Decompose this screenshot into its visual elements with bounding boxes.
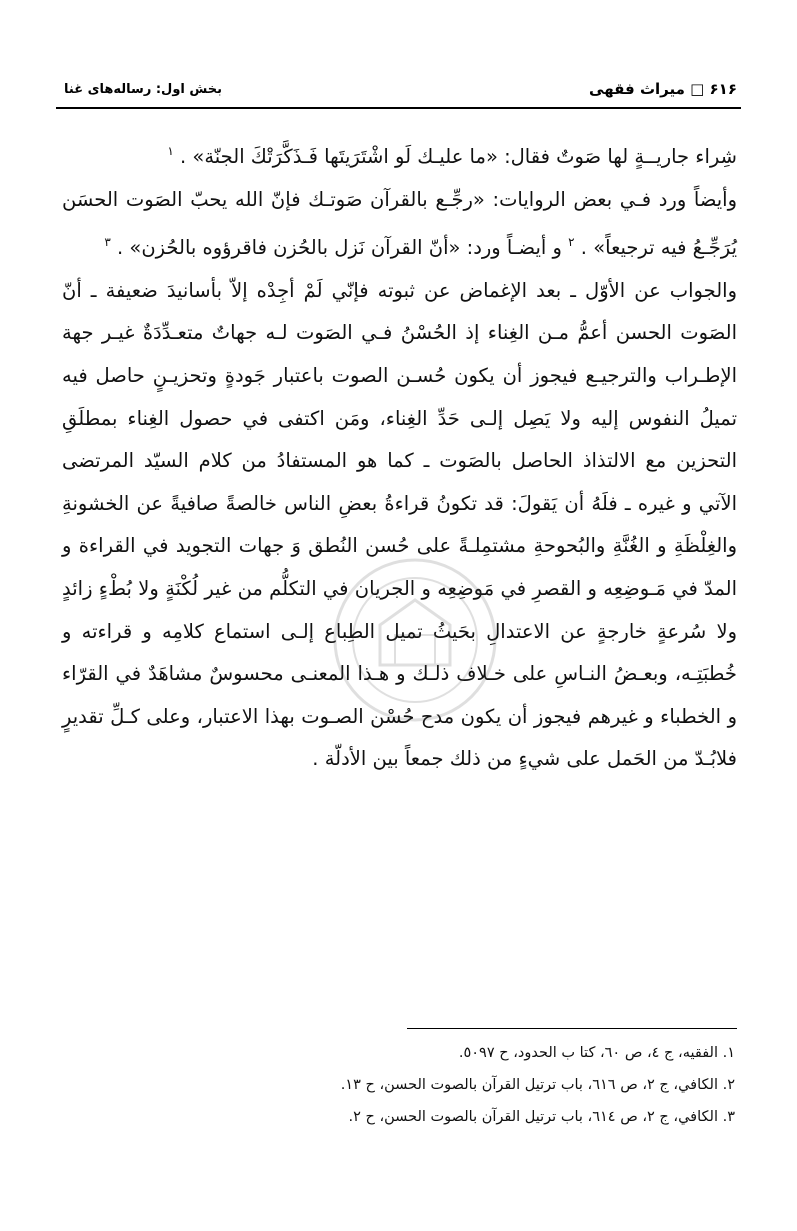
footnote-rule <box>407 1028 737 1029</box>
footnote-ref: ۱ <box>167 144 174 158</box>
page-number-title: ۶۱۶ □ میراث فقهی <box>589 80 737 98</box>
footnote: ۱. الفقيه، ج ٤، ص ٦٠، كتا ب الحدود، ح ٥٠٩٧. <box>458 1045 735 1061</box>
paragraph: والجواب عن الأوّل ـ بعد الإغماض عن ثبوته فإنّي لَمْ أجِدْه إلاّ بأسانيدَ ضعيفة ـ أنّ الصَوت الحسن أعمُّ مـن الغِناء إذ الحُسْنُ فـي الصَوت لـه جهاتٌ متعـدِّدَةٌ غيـر جهة الإطـراب والترجيـع فيجوز أن يكون حُسـن الصوت باعتبار جَودةٍ وتحزيـنٍ حاصل فيه تميلُ النفوس إليه ولا يَصِل إلـى حَدِّ الغِناء، ومَن اكتفى في حصول الغِناء بمطلَقِ التحزين مع الالتذاذ الحاصل بالصَوت ـ كما هو المستفادُ من كلام السيّد المرتضى الآتي و غيره ـ فلَهُ أن يَقولَ: قد تكونُ قراءةُ بعضِ الناس خالصةً صافيةً عن الخشونةِ والغِلْظَةِ و الغُنَّةِ والبُحوحةِ مشتمِلـةً على حُسن النُطق وَ جهات التجويد في القراءة و المدّ في مَـوضِعِه و القصرِ في مَوضِعِه و الجريان في التكلُّم من غير لُكْنَةٍ ولا بُطْءٍ زائدٍ ولا سُرعةٍ خارجةٍ عن الاعتدالِ بحَيثُ تميل الطِباع إلـى استماع كلامِه و قراءته و خُطبَتِـه، وبعـضُ النـاسِ على خـلاف ذلـك و هـذا المعنـى محسوسٌ مشاهَدٌ في القرّاء و الخطباء و غيرهم فيجوز أن يكون مدح حُسْن الصـوت بهذا الاعتبار، وعلى كـلِّ تقديرٍ فلابُـدّ من الحَمل على شيءٍ من ذلك جمعاً بين الأدلّة . <box>62 278 737 771</box>
footnote-ref: ۳ <box>104 235 111 250</box>
paragraph: وأيضاً ورد فـي بعض الروايات: «رجِّـع بالقرآن صَوتـك فإنّ الله يحبّ الصَوت الحسَن يُرَجِّـعُ فيه ترجيعاً» . $^۲$ و أيضـاً ورد: «أنّ القرآن نَزل بالحُزن فاقرؤوه بالحُزن» . $^۳$ <box>62 187 737 260</box>
footnotes <box>62 1037 735 1133</box>
library-seal-icon <box>330 555 500 725</box>
section-title: بخش اول: رساله‌های غنا <box>64 82 223 97</box>
footnote: ۳. الكافي، ج ٢، ص ٦١٤، باب ترتيل القرآن بالصوت الحسن، ح ٢. <box>348 1109 735 1125</box>
footnote-ref: ۲ <box>568 235 575 250</box>
page-header <box>50 80 747 108</box>
header-rule <box>56 107 741 109</box>
footnote: ۲. الكافي، ج ٢، ص ٦١٦، باب ترتيل القرآن بالصوت الحسن، ح ١٣. <box>340 1077 735 1093</box>
paragraph: شِراء جاريــةٍ لها صَوتٌ فقال: «ما عليـك لَو اشْتَرَيتَها فَـذَكَّرَتْكَ الجنّة» . $^۱$ <box>167 144 737 168</box>
